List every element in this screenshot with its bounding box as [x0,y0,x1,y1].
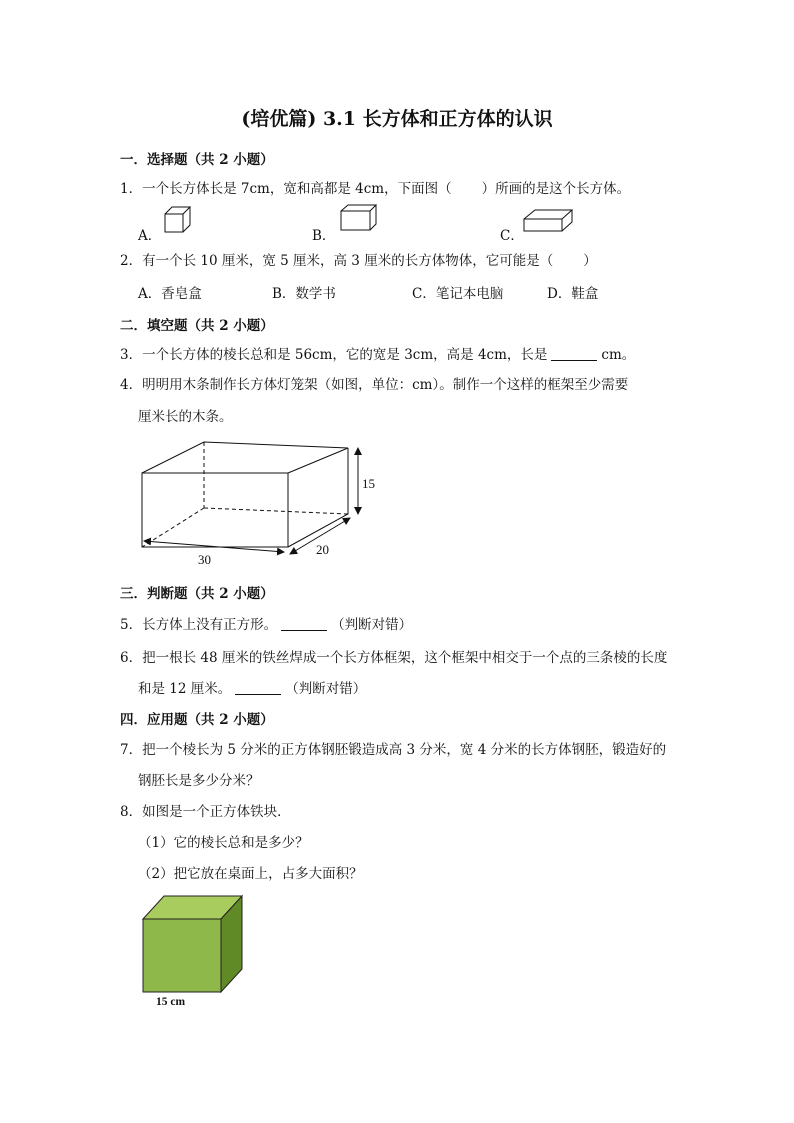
option-1a-box-figure [163,205,193,235]
section-heading-choice: 一．选择题（共 2 小题） [120,152,274,168]
section-heading-judge: 三．判断题（共 2 小题） [120,586,274,602]
question-1-text-before: 1．一个长方体长是 7cm，宽和高都是 4cm，下面图（ [120,181,452,197]
answer-blank[interactable] [235,681,281,695]
question-8-sub-2: （2）把它放在桌面上，占多大面积？ [138,866,363,882]
option-1b-label: B． [312,228,336,244]
question-4-line-2: 厘米长的木条。 [138,409,233,425]
question-8-line-1: 8．如图是一个正方体铁块． [120,804,291,820]
answer-blank[interactable] [551,347,597,361]
question-7-line-1: 7．把一个棱长为 5 分米的正方体钢胚锻造成高 3 分米，宽 4 分米的长方体钢胚，锻造好的 [120,742,667,758]
question-4-line-1: 4．明明用木条制作长方体灯笼架（如图，单位：cm）。制作一个这样的框架至少需要 [120,377,629,393]
question-5-text-before: 5．长方体上没有正方形。 [120,617,278,633]
question-2 [120,249,597,269]
option-2a: A．香皂盒 [138,286,202,302]
question-5 [120,613,412,633]
option-2c: C．笔记本电脑 [412,286,504,302]
page-title: (培优篇) 3.1 长方体和正方体的认识 [241,108,553,130]
option-2d: D．鞋盒 [547,286,599,302]
option-2b: B．数学书 [272,286,336,302]
green-cube-figure [138,893,248,1013]
question-1-text-after: ）所画的是这个长方体。 [481,181,631,197]
answer-blank[interactable] [281,617,327,631]
question-1 [120,177,630,197]
question-6-text-after: （判断对错） [285,681,367,697]
question-6-text-before: 和是 12 厘米。 [138,681,232,697]
question-2-text-before: 2．有一个长 10 厘米，宽 5 厘米，高 3 厘米的长方体物体，它可能是（ [120,253,554,269]
question-8-sub-1: （1）它的棱长总和是多少？ [138,835,309,851]
option-1a-label: A． [138,228,162,244]
question-6-line-2 [138,677,366,697]
cube-edge-label: 15 cm [156,996,186,1008]
question-6-line-1: 6．把一根长 48 厘米的铁丝焊成一个长方体框架，这个框架中相交于一个点的三条棱的长度 [120,650,668,666]
length-label: 30 [198,552,211,567]
option-1c-label: C． [500,228,524,244]
question-5-text-after: （判断对错） [331,617,413,633]
cuboid-lantern-figure [130,436,390,572]
section-heading-application: 四．应用题（共 2 小题） [120,712,274,728]
question-2-text-after: ） [583,253,597,269]
width-label: 20 [316,542,329,557]
question-7-line-2: 钢胚长是多少分米？ [138,773,260,789]
section-heading-fill: 二．填空题（共 2 小题） [120,318,274,334]
height-label: 15 [362,476,375,491]
question-3-text-before: 3．一个长方体的棱长总和是 56cm，它的宽是 3cm，高是 4cm，长是 [120,347,548,363]
option-1c-box-figure [522,208,574,234]
option-1b-box-figure [338,203,380,233]
question-3-text-after: cm。 [601,347,636,363]
question-3 [120,343,635,363]
